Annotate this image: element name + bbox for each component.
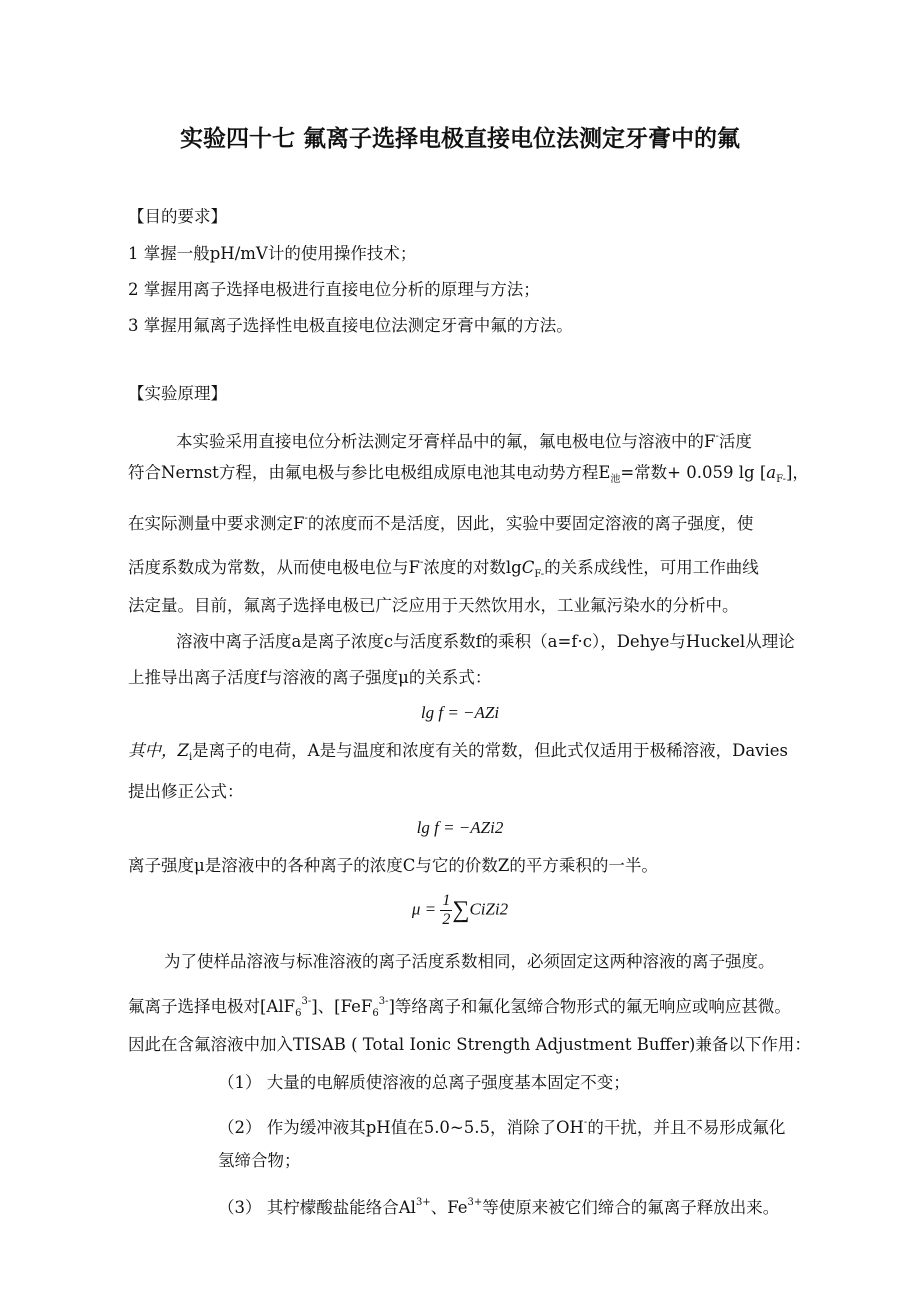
page-title: 实验四十七 氟离子选择电极直接电位法测定牙膏中的氟 xyxy=(179,126,740,152)
principle-p5-line2: 氟离子选择电极对[AlF$_6^{3-}$]、[FeF$_6^{3-}$]等络离子和氟化氢缔合物形式的氟无响应或响应甚微。 xyxy=(128,996,791,1019)
principle-p1-line4: 活度系数成为常数，从而使电极电位与F-浓度的对数lgC$_{F-}$的关系成线性，可用工作曲线 xyxy=(128,557,759,580)
goals-heading: 【目的要求】 xyxy=(128,207,227,226)
formula-davies: lg f = −AZi2 xyxy=(416,818,504,837)
principle-heading: 【实验原理】 xyxy=(128,384,227,403)
goal-item-2: 2 掌握用离子选择电极进行直接电位分析的原理与方法； xyxy=(128,280,540,299)
principle-p4: 离子强度μ是溶液中的各种离子的浓度C与它的价数Z的平方乘积的一半。 xyxy=(128,856,658,875)
goal-item-3: 3 掌握用氟离子选择性电极直接电位法测定牙膏中氟的方法。 xyxy=(128,316,573,335)
tisab-item-2: （2） 作为缓冲液其pH值在5.0~5.5，消除了OH-的干扰，并且不易形成氟化 xyxy=(218,1117,786,1137)
principle-p3-line1: 其中，$Z_i$是离子的电荷，A是与温度和浓度有关的常数，但此式仅适用于极稀溶液，Davies xyxy=(128,741,788,763)
tisab-item-1: （1） 大量的电解质使溶液的总离子强度基本固定不变； xyxy=(218,1073,630,1092)
tisab-item-3: （3） 其柠檬酸盐能络合$Al^{3+}$、$Fe^{3+}$等使原来被它们缔合的氟离子释放出来。 xyxy=(218,1197,780,1217)
formula-debye-huckel: lg f = −AZi xyxy=(420,703,500,722)
principle-p2-line2: 上推导出离子活度f与溶液的离子强度μ的关系式： xyxy=(128,668,492,687)
principle-p1-line2: 符合Nernst方程，由氟电极与参比电极组成原电池其电动势方程$E_池=$常数+ 0.059 $\lg [a_{F-}]$， xyxy=(128,463,809,485)
tisab-item-2-cont: 氢缔合物； xyxy=(218,1151,301,1170)
principle-p1-line3: 在实际测量中要求测定F-的浓度而不是活度，因此，实验中要固定溶液的离子强度，使 xyxy=(128,513,754,533)
formula-fraction: $\frac{1}{2}$ xyxy=(442,892,451,928)
goal-item-1: 1 掌握一般pH/mV计的使用操作技术； xyxy=(128,244,417,263)
principle-p5-line3: 因此在含氟溶液中加入TISAB ( Total Ionic Strength Adjustment Buffer)兼备以下作用： xyxy=(128,1035,811,1054)
principle-p1-line1: 本实验采用直接电位分析法测定牙膏样品中的氟，氟电极电位与溶液中的F-活度 xyxy=(176,431,752,451)
principle-p2-line1: 溶液中离子活度a是离子浓度c与活度系数f的乘积（a=f·c），Dehye与Huckel从理论 xyxy=(176,632,795,651)
principle-p3-line2: 提出修正公式： xyxy=(128,782,244,801)
formula-ionic-strength: μ = $\frac{1}{2}$ ∑CiZi2 xyxy=(411,892,509,928)
principle-p5-line1: 为了使样品溶液与标准溶液的离子活度系数相同，必须固定这两种溶液的离子强度。 xyxy=(164,952,775,971)
principle-p1-line5: 法定量。目前，氟离子选择电极已广泛应用于天然饮用水，工业氟污染水的分析中。 xyxy=(128,596,739,615)
